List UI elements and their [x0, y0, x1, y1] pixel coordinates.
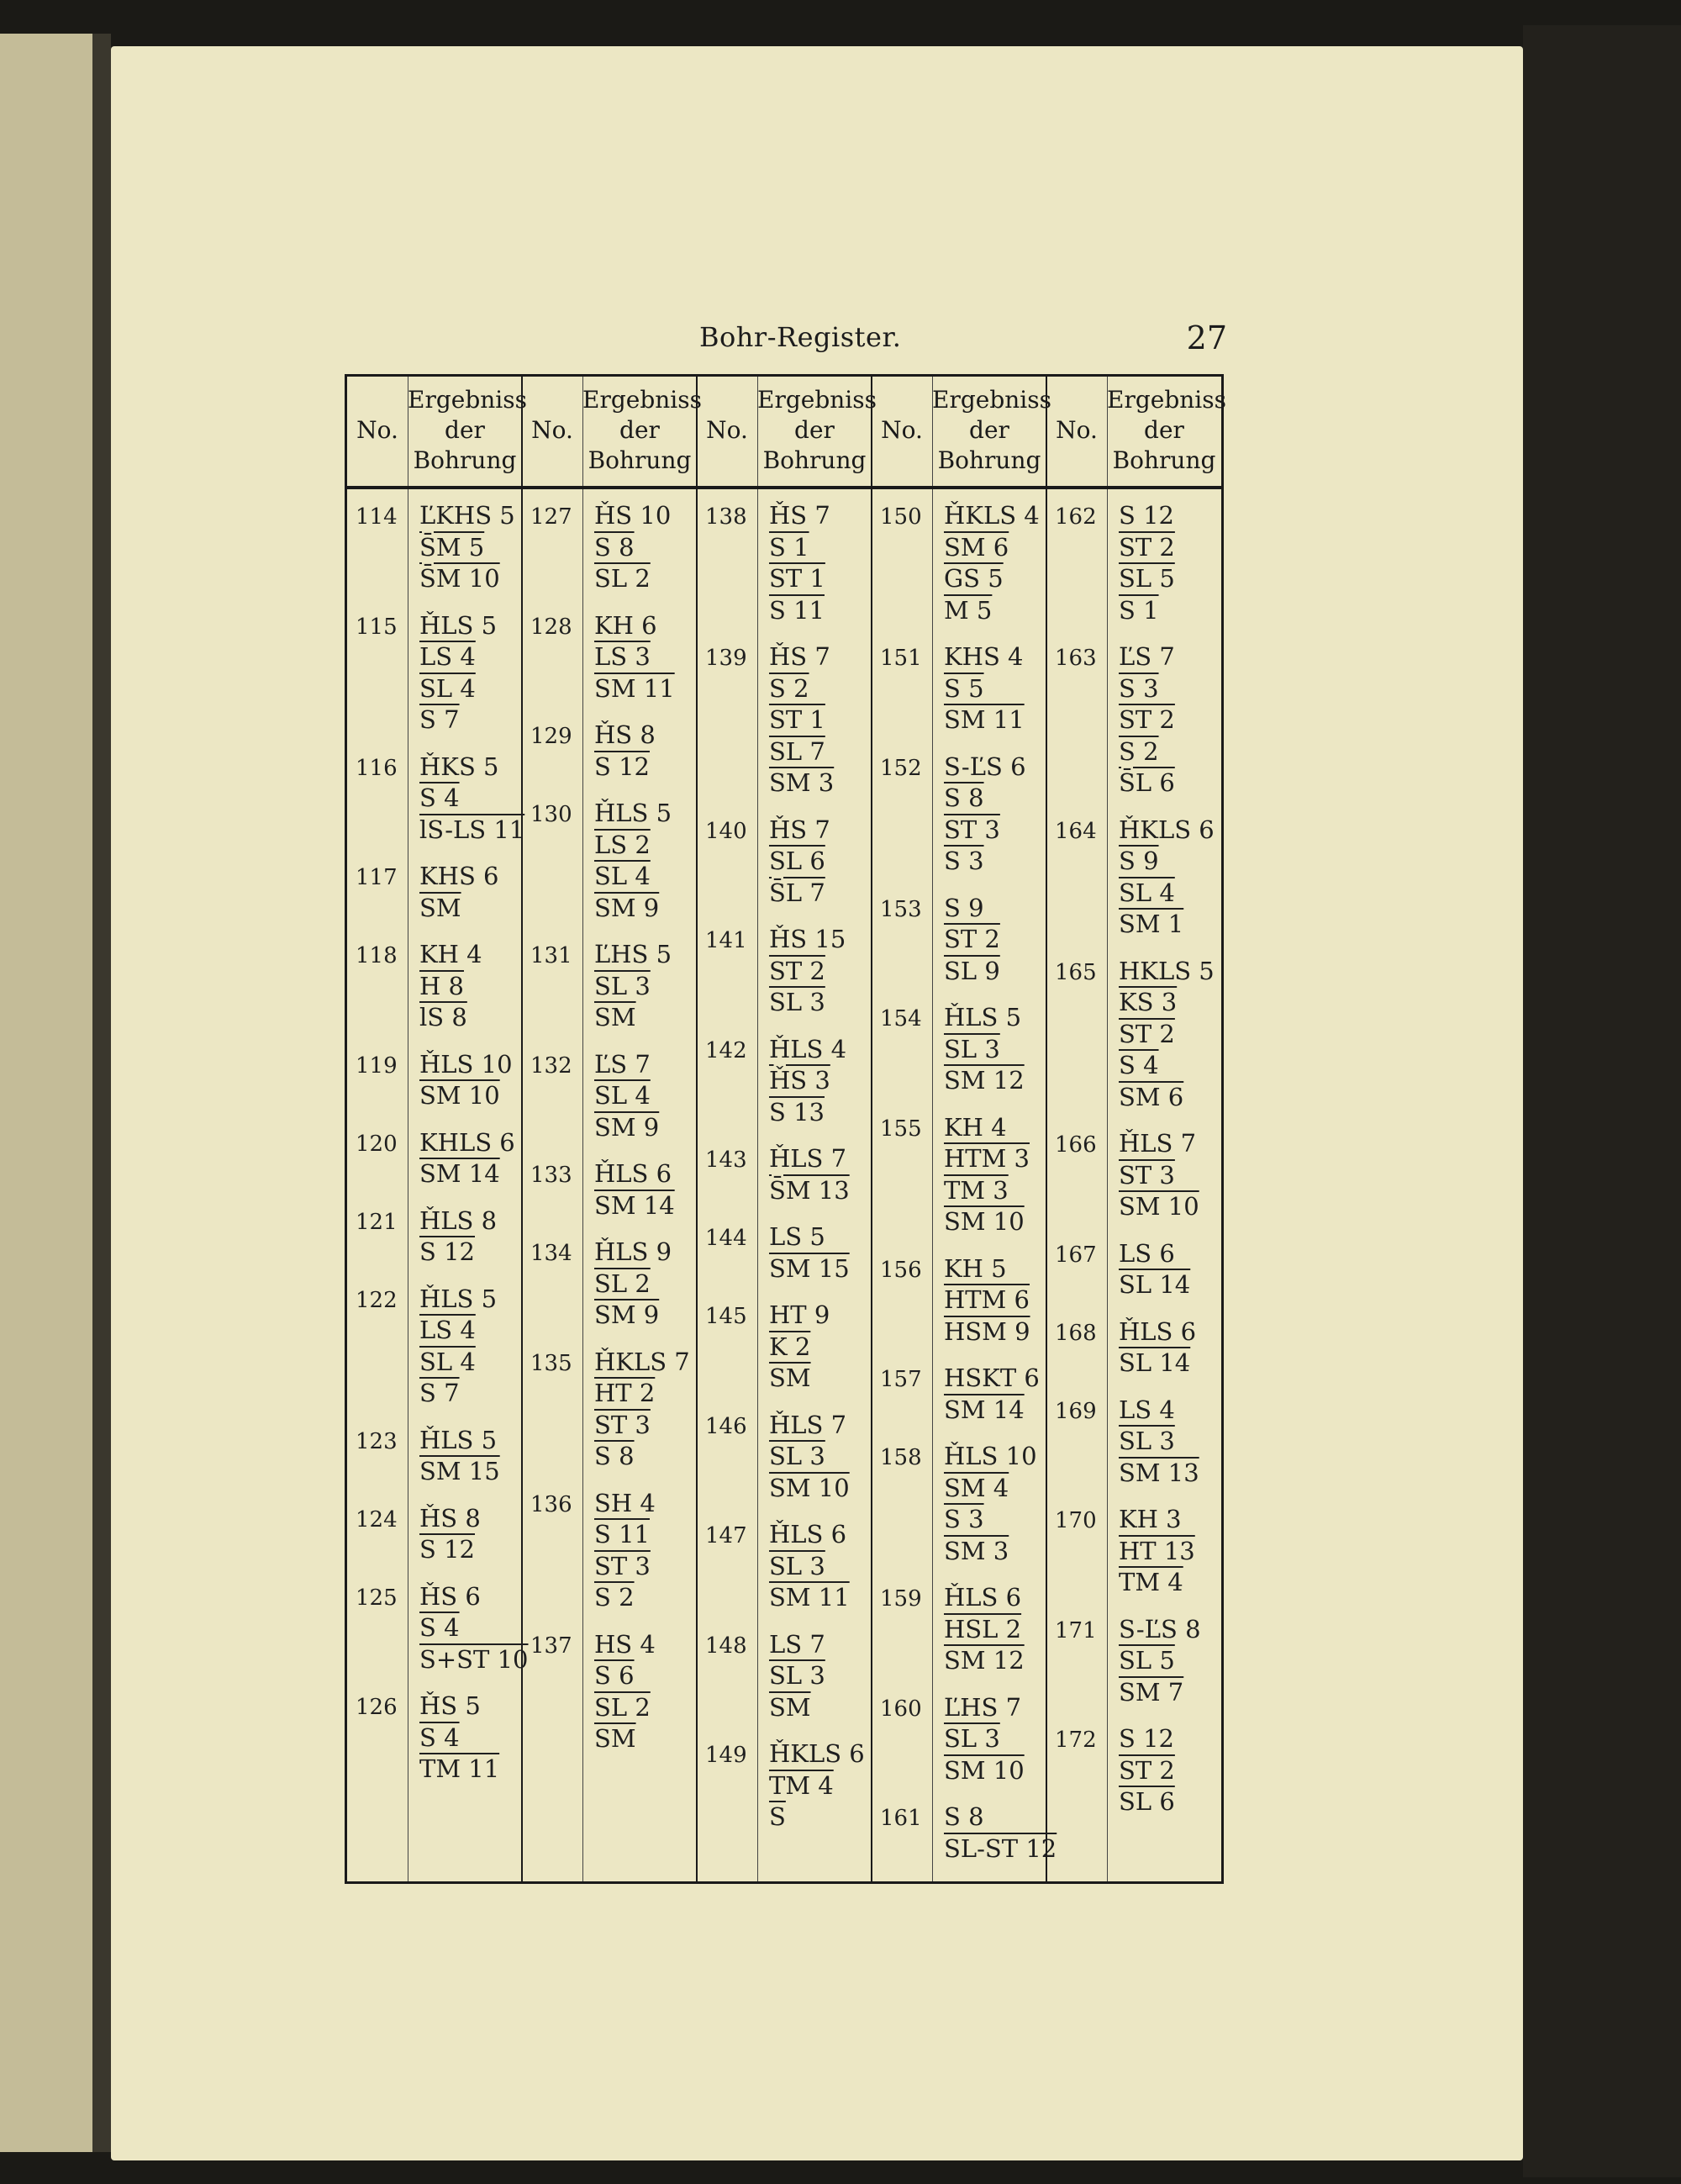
header-result-line: Ergebniss [408, 386, 527, 414]
result-line: GS 5 [944, 564, 1004, 593]
header-result-line: der [794, 416, 835, 444]
entry-number: 167 [1055, 1242, 1097, 1268]
result-line: ST 2 [769, 956, 825, 985]
result-line: ĽKHS 5 [419, 501, 515, 530]
result-line: SM 10 [769, 1473, 850, 1502]
result-line: SM 9 [594, 1300, 660, 1329]
entry-number: 155 [880, 1116, 922, 1142]
result-line: SL 3 [594, 971, 651, 1000]
result-line: HT 2 [594, 1379, 656, 1407]
result-line: S 9 [1119, 847, 1159, 875]
result-line: S 4 [1119, 1051, 1159, 1079]
result-line: ȞLS 7 [769, 1144, 847, 1173]
entry-number: 121 [356, 1209, 398, 1235]
result-line: ȞLS 7 [1119, 1129, 1197, 1158]
result-line: SL 9 [944, 956, 1000, 985]
result-line: ȞS 3 [769, 1066, 830, 1095]
entry-number: 133 [530, 1163, 572, 1188]
result-line: ȞS 8 [594, 720, 656, 749]
result-line: ST 3 [944, 815, 1000, 844]
result-line: S 7 [419, 1379, 460, 1407]
header-result-line: Bohrung [413, 446, 517, 474]
entry-number: 163 [1055, 646, 1097, 671]
result-line: KH 4 [419, 940, 482, 968]
entry-number: 138 [705, 504, 747, 530]
result-line: HTM 6 [944, 1285, 1030, 1314]
result-line: S̄M 5 [419, 532, 485, 562]
result-line: SL 7 [769, 736, 825, 766]
result-line: ȞLS 5 [594, 799, 672, 827]
result-line: SM 1 [1119, 910, 1184, 938]
running-title: Bohr-Register. [699, 321, 902, 353]
result-line: S-ĽS 6 [944, 752, 1026, 781]
result-line: SM 15 [419, 1457, 500, 1485]
entry-number: 146 [705, 1413, 747, 1439]
result-line: S 2 [1119, 736, 1159, 766]
header-result-line: Bohrung [762, 446, 867, 474]
entry-number: 120 [356, 1131, 398, 1157]
result-line: SM 14 [419, 1159, 500, 1188]
result-line: S 2 [769, 673, 809, 703]
result-line: H 8 [419, 971, 464, 1000]
result-line: S 3 [944, 1505, 984, 1533]
result-line: SL 4 [419, 673, 476, 703]
result-line: ȞKLS 6 [769, 1739, 865, 1768]
result-line: LS 4 [419, 642, 476, 671]
entry-number: 128 [530, 614, 572, 640]
header-no: No. [881, 416, 923, 444]
result-line: ȞLS 6 [594, 1159, 672, 1188]
result-line: ȞKLS 6 [1119, 815, 1215, 844]
result-line: HTM 3 [944, 1144, 1030, 1173]
result-line: SL 3 [944, 1724, 1000, 1753]
result-line: LS 7 [769, 1629, 825, 1659]
header-result-line: der [969, 416, 1009, 444]
result-line: ST 3 [594, 1410, 651, 1439]
result-line: ȞS 10 [594, 501, 672, 530]
entry-number: 166 [1055, 1132, 1097, 1158]
result-line: HT 13 [1119, 1536, 1195, 1565]
result-line: SM 3 [769, 768, 835, 797]
result-line: S 8 [944, 1802, 984, 1831]
result-line: S 11 [769, 595, 825, 625]
result-line: ȞLS 5 [419, 610, 498, 640]
result-line: SM 6 [944, 532, 1009, 562]
result-line: HSM 9 [944, 1316, 1030, 1346]
result-line: ȞLS 4 [769, 1034, 847, 1063]
result-line: ȞLS 9 [594, 1237, 672, 1266]
entry-number: 168 [1055, 1320, 1097, 1346]
column-rule [871, 377, 872, 1881]
result-line: SL 4 [1119, 878, 1175, 907]
result-line: LS 5 [769, 1222, 825, 1251]
result-line: S 9 [944, 893, 984, 922]
result-line: SM 12 [944, 1066, 1025, 1095]
result-line: S 4 [419, 1613, 460, 1642]
result-line: SL 3 [1119, 1427, 1175, 1455]
entry-number: 142 [705, 1037, 747, 1063]
result-line: SL 3 [944, 1034, 1000, 1063]
result-line: ST 2 [1119, 1019, 1175, 1048]
result-line: TM 11 [419, 1754, 500, 1783]
result-line: SM 14 [594, 1190, 675, 1220]
result-line: S̄L 6 [1119, 768, 1175, 797]
result-line: SL 3 [769, 1551, 825, 1580]
result-line: ĽS 7 [1119, 642, 1175, 671]
result-line: S 11 [594, 1520, 650, 1548]
entry-number: 159 [880, 1586, 922, 1612]
result-line: TM 4 [769, 1770, 834, 1800]
result-line: ĽS 7 [594, 1049, 651, 1079]
header-result-line: der [619, 416, 660, 444]
header-result-line: Ergebniss [932, 386, 1051, 414]
column-rule [1046, 377, 1047, 1881]
result-line: S 3 [1119, 673, 1159, 703]
result-line: SL 3 [769, 1661, 825, 1690]
entry-number: 156 [880, 1257, 922, 1283]
result-line: SL 2 [594, 1269, 651, 1298]
result-line: ȞKLS 7 [594, 1347, 690, 1376]
result-line: ST 3 [1119, 1160, 1175, 1190]
entry-number: 157 [880, 1367, 922, 1392]
result-line: ȞLS 6 [1119, 1316, 1197, 1346]
entry-number: 153 [880, 896, 922, 922]
entry-number: 141 [705, 928, 747, 953]
entry-number: 132 [530, 1052, 572, 1079]
page-header [101, 321, 1227, 363]
result-line: HKLS 5 [1119, 956, 1215, 985]
result-line: S 7 [419, 705, 460, 734]
result-line: HSKT 6 [944, 1364, 1040, 1392]
result-line: SL 14 [1119, 1270, 1191, 1299]
result-line: LS 6 [1119, 1238, 1175, 1268]
result-line: SL 2 [594, 564, 651, 593]
entry-number: 171 [1055, 1617, 1097, 1643]
result-line: SL 4 [594, 1081, 651, 1110]
result-line: S 6 [594, 1661, 635, 1690]
entry-number: 139 [705, 646, 747, 671]
header-result [408, 385, 527, 476]
entry-number: 130 [530, 802, 572, 827]
entry-number: 144 [705, 1226, 747, 1251]
entry-number: 152 [880, 755, 922, 781]
header-result-line: Ergebniss [757, 386, 877, 414]
result-line: ȞS 7 [769, 815, 830, 844]
entry-number: 147 [705, 1523, 747, 1548]
entry-number: 172 [1055, 1728, 1097, 1753]
result-line: ĽHS 7 [944, 1692, 1022, 1722]
result-line: lS 8 [419, 1003, 467, 1031]
result-line: KHLS 6 [419, 1127, 515, 1157]
result-line: ST 2 [944, 925, 1000, 953]
result-line: ȞLS 6 [944, 1583, 1022, 1612]
result-line: S 3 [944, 847, 984, 875]
result-line: SM 11 [594, 673, 675, 703]
entry-number: 119 [356, 1052, 398, 1079]
result-line: SM 4 [944, 1473, 1009, 1502]
result-line: S 12 [419, 1535, 475, 1564]
entry-number: 123 [356, 1428, 398, 1454]
header-result-line: der [445, 416, 485, 444]
result-line: ȞKLS 4 [944, 501, 1040, 530]
result-line: S̄L 7 [769, 878, 825, 907]
header-result-line: Bohrung [588, 446, 692, 474]
entry-number: 115 [356, 614, 398, 640]
entry-number: 125 [356, 1585, 398, 1611]
result-line: S 8 [944, 783, 984, 812]
subcolumn-rule [1107, 377, 1108, 1881]
result-line: SL 2 [594, 1692, 651, 1722]
header-no: No. [1056, 416, 1098, 444]
entry-number: 165 [1055, 959, 1097, 985]
result-line: SH 4 [594, 1488, 656, 1517]
header-result [757, 385, 877, 476]
header-no: No. [356, 416, 398, 444]
entry-number: 131 [530, 943, 572, 968]
entry-number: 117 [356, 865, 398, 890]
result-line: SM 10 [944, 1755, 1025, 1785]
result-line: S-ĽS 8 [1119, 1614, 1201, 1643]
entry-number: 162 [1055, 504, 1097, 530]
entry-number: 151 [880, 646, 922, 671]
entry-number: 116 [356, 755, 398, 781]
entry-number: 114 [356, 504, 398, 530]
result-line: SL 5 [1119, 1646, 1175, 1675]
result-line: KH 4 [944, 1112, 1007, 1142]
result-line: SL 4 [419, 1347, 476, 1376]
result-line: S̄M 10 [419, 564, 500, 593]
result-line: S 12 [1119, 501, 1174, 530]
result-line: ȞS 6 [419, 1581, 481, 1611]
result-line: SM 9 [594, 1112, 660, 1142]
entry-number: 143 [705, 1147, 747, 1173]
entry-number: 161 [880, 1806, 922, 1831]
result-line: KS 3 [1119, 988, 1178, 1016]
result-line: SM 6 [1119, 1082, 1184, 1111]
result-line: SL 14 [1119, 1348, 1191, 1377]
header-result-line: der [1144, 416, 1184, 444]
result-line: S 2 [594, 1583, 635, 1612]
result-line: S 1 [1119, 595, 1159, 625]
entry-number: 122 [356, 1287, 398, 1313]
result-line: LS 2 [594, 830, 651, 859]
result-line: ȞS 7 [769, 642, 830, 671]
result-line: S 12 [1119, 1724, 1174, 1753]
result-line: LS 4 [419, 1316, 476, 1344]
entry-number: 129 [530, 724, 572, 749]
result-line: ȞLS 5 [944, 1003, 1022, 1031]
result-line: lS-LS 11 [419, 815, 525, 844]
result-line: SM 3 [944, 1536, 1009, 1565]
subcolumn-rule [582, 377, 583, 1881]
result-line: $\overline{SM}$ [769, 1692, 811, 1722]
result-line: $\overline{S}$ [769, 1802, 786, 1831]
entry-number: 169 [1055, 1398, 1097, 1424]
result-line: SL 6 [769, 847, 825, 875]
result-line: S 5 [944, 673, 984, 703]
result-line: LS 3 [594, 642, 651, 671]
header-result [1107, 385, 1226, 476]
result-line: $\overline{SM}$ [594, 1724, 636, 1753]
entry-number: 137 [530, 1633, 572, 1659]
result-line: SM 10 [1119, 1192, 1199, 1221]
entry-number: 135 [530, 1350, 572, 1376]
entry-number: 136 [530, 1491, 572, 1517]
result-line: LS 4 [1119, 1395, 1175, 1424]
result-line: S 4 [419, 783, 460, 812]
entry-number: 170 [1055, 1508, 1097, 1533]
result-line: ȞLS 5 [419, 1284, 498, 1313]
entry-number: 160 [880, 1696, 922, 1722]
column-rule [696, 377, 698, 1881]
entry-number: 140 [705, 818, 747, 844]
result-line: S 8 [594, 532, 635, 562]
result-line: ȞLS 8 [419, 1205, 498, 1235]
result-line: SM 10 [419, 1081, 500, 1110]
result-line: S 12 [419, 1237, 475, 1266]
result-line: ȞS 8 [419, 1503, 481, 1532]
result-line: ST 2 [1119, 532, 1175, 562]
entry-number: 127 [530, 504, 572, 530]
result-line: HT 9 [769, 1300, 830, 1329]
result-line: ȞLS 5 [419, 1425, 498, 1454]
entry-number: 158 [880, 1445, 922, 1470]
result-line: HS 4 [594, 1629, 656, 1659]
result-line: ST 1 [769, 705, 825, 734]
result-line: ȞS 7 [769, 501, 830, 530]
result-line: TM 3 [944, 1175, 1009, 1205]
result-line: S̄M 13 [769, 1175, 850, 1205]
result-line: ȞLS 7 [769, 1410, 847, 1439]
result-line: KH 6 [594, 610, 657, 640]
result-line: SM 7 [1119, 1677, 1184, 1707]
result-line: HSL 2 [944, 1614, 1022, 1643]
result-line: ĽHS 5 [594, 940, 672, 968]
result-line: SL-ST 12 [944, 1833, 1057, 1863]
header-result-line: Ergebniss [582, 386, 702, 414]
header-result [932, 385, 1051, 476]
entry-number: 126 [356, 1695, 398, 1720]
result-line: SL 3 [769, 1442, 825, 1470]
result-line: SM 15 [769, 1253, 850, 1283]
result-line: SL 3 [769, 988, 825, 1016]
result-line: $\overline{SM}$ [769, 1364, 811, 1392]
result-line: KHS 4 [944, 642, 1024, 671]
result-line: ST 1 [769, 564, 825, 593]
result-line: $\overline{SM}$ [419, 893, 461, 922]
entry-number: 149 [705, 1743, 747, 1768]
entry-number: 145 [705, 1304, 747, 1329]
result-line: ȞLS 6 [769, 1520, 847, 1548]
result-line: ST 3 [594, 1551, 651, 1580]
result-line: ȞLS 10 [944, 1442, 1037, 1470]
result-line: TM 4 [1119, 1568, 1183, 1596]
header-no: No. [531, 416, 573, 444]
result-line: M 5 [944, 595, 993, 625]
result-line: S 1 [769, 532, 809, 562]
result-line: S 12 [594, 752, 650, 781]
header-rule [347, 486, 1221, 489]
header-result-line: Bohrung [937, 446, 1041, 474]
result-line: S 13 [769, 1097, 825, 1126]
result-line: SM 9 [594, 893, 660, 922]
result-line: SL 6 [1119, 1787, 1175, 1816]
result-line: S 8 [594, 1442, 635, 1470]
result-line: $\overline{SM}$ [594, 1003, 636, 1031]
result-line: KH 5 [944, 1253, 1007, 1283]
header-no: No. [706, 416, 748, 444]
result-line: KH 3 [1119, 1505, 1182, 1533]
page-number: 27 [1186, 319, 1227, 356]
result-line: ȞS 15 [769, 925, 846, 953]
result-line: SL 5 [1119, 564, 1175, 593]
result-line: ȞLS 10 [419, 1049, 513, 1079]
subcolumn-rule [932, 377, 933, 1881]
result-line: KHS 6 [419, 862, 499, 890]
result-line: SM 11 [944, 705, 1025, 734]
subcolumn-rule [757, 377, 758, 1881]
header-result-line: Ergebniss [1107, 386, 1226, 414]
entry-number: 118 [356, 943, 398, 968]
bohr-register-table [345, 374, 1224, 1884]
result-line: SL 4 [594, 862, 651, 890]
result-line: S+ST 10 [419, 1644, 529, 1674]
entry-number: 150 [880, 504, 922, 530]
entry-number: 164 [1055, 818, 1097, 844]
header-result-line: Bohrung [1112, 446, 1216, 474]
result-line: K 2 [769, 1332, 811, 1361]
entry-number: 134 [530, 1241, 572, 1266]
entry-number: 124 [356, 1506, 398, 1532]
result-line: ST 2 [1119, 705, 1175, 734]
header-result [582, 385, 702, 476]
entry-number: 154 [880, 1006, 922, 1031]
result-line: SM 10 [944, 1207, 1025, 1236]
result-line: SM 13 [1119, 1458, 1199, 1487]
result-line: ȞS 5 [419, 1691, 481, 1720]
entry-number: 148 [705, 1633, 747, 1659]
result-line: S 4 [419, 1722, 460, 1752]
result-line: SM 11 [769, 1583, 850, 1612]
result-line: SM 14 [944, 1395, 1025, 1424]
result-line: SM 12 [944, 1646, 1025, 1675]
result-line: ȞKS 5 [419, 752, 499, 781]
result-line: ST 2 [1119, 1755, 1175, 1785]
